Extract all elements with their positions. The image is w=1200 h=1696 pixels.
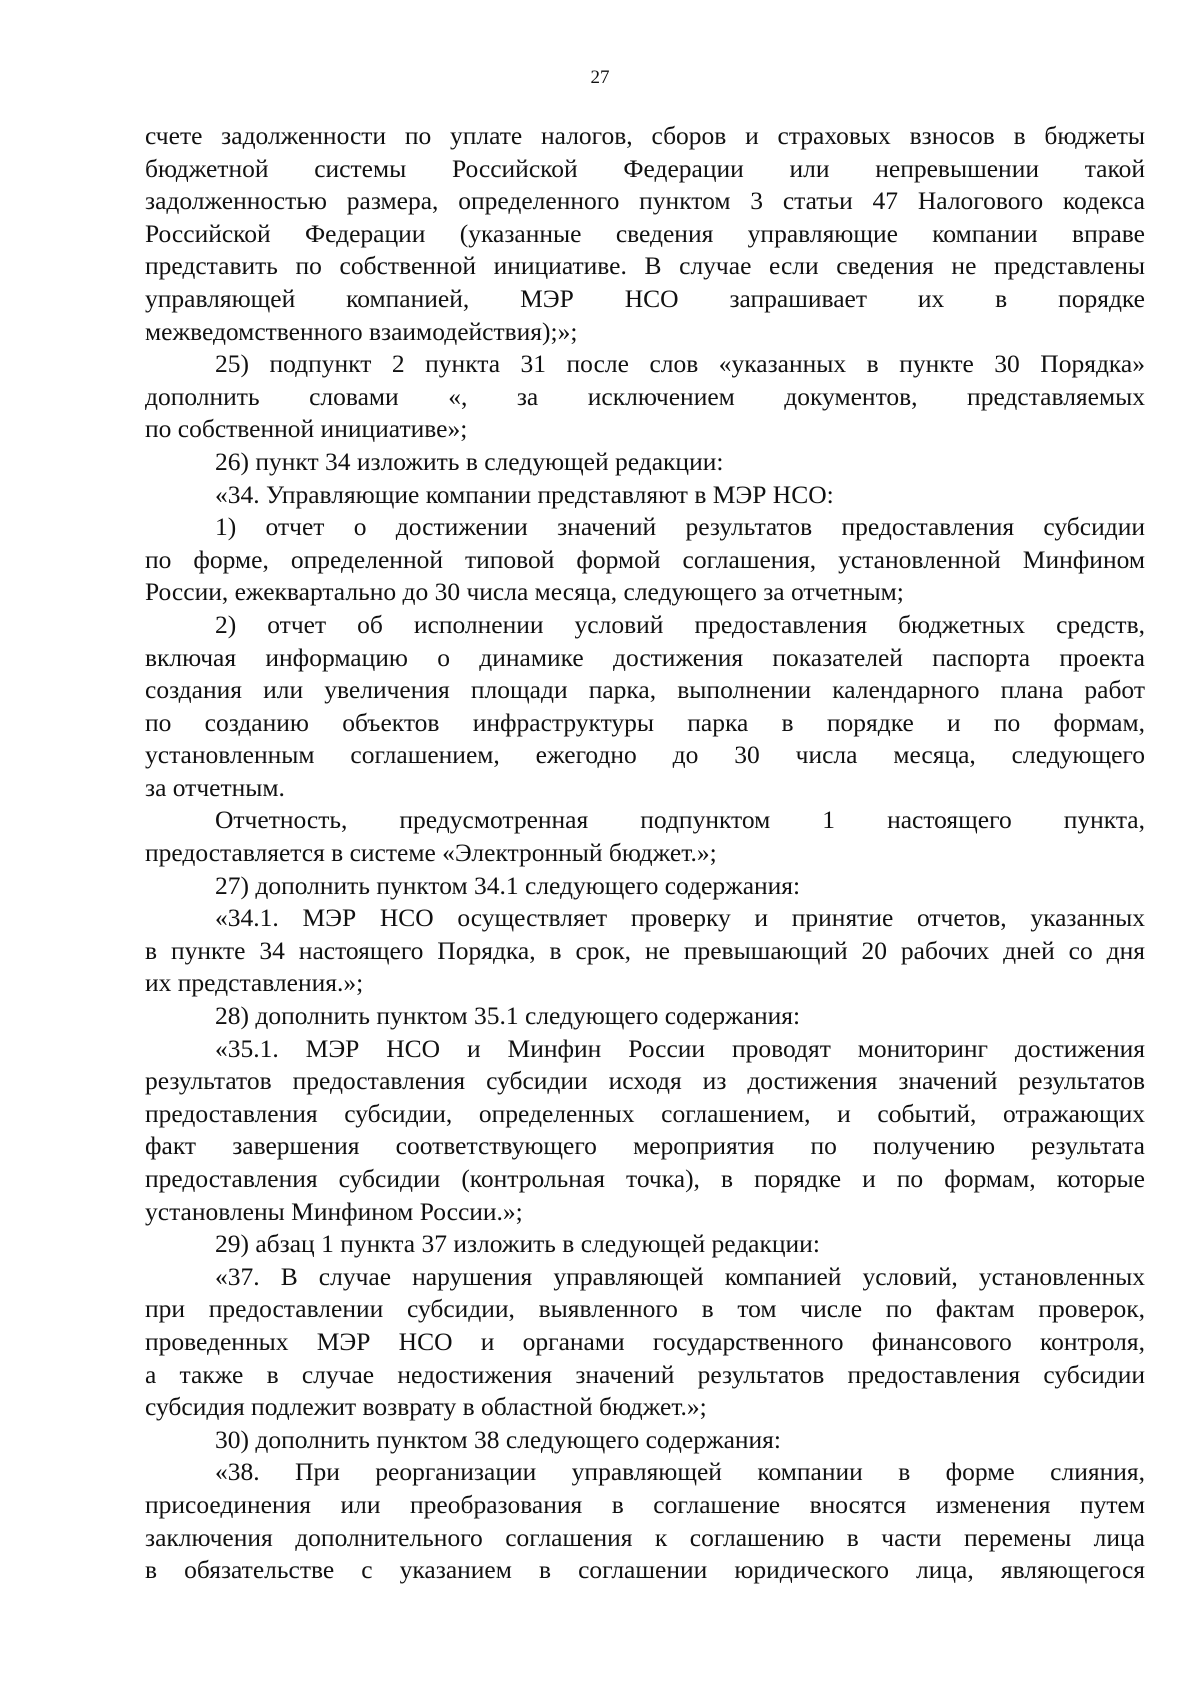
paragraph-9-line-3: их представления.»;	[145, 968, 364, 998]
paragraph-2-line-1: 25) подпункт 2 пункта 31 после слов «указанных в пункте 30 Порядка»	[215, 349, 1145, 379]
paragraph-6-line-1: 2) отчет об исполнении условий предоставления бюджетных средств,	[215, 609, 1145, 639]
paragraph-3-line-1: 26) пункт 34 изложить в следующей редакции:	[215, 446, 724, 476]
paragraph-15-line-4: в обязательстве с указанием в соглашении юридического лица, являющегося	[145, 1555, 1145, 1585]
paragraph-6-line-3: создания или увеличения площади парка, выполнении календарного плана работ	[145, 675, 1145, 705]
paragraph-14-line-1: 30) дополнить пунктом 38 следующего содержания:	[215, 1424, 781, 1454]
paragraph-13-line-4: а также в случае недостижения значений результатов предоставления субсидии	[145, 1359, 1145, 1389]
paragraph-11-line-4: факт завершения соответствующего мероприятия по получению результата	[145, 1131, 1145, 1161]
paragraph-15-line-3: заключения дополнительного соглашения к соглашению в части перемены лица	[145, 1522, 1145, 1552]
paragraph-1-line-2: бюджетной системы Российской Федерации или непревышении такой	[145, 153, 1145, 183]
paragraph-11-line-2: результатов предоставления субсидии исходя из достижения значений результатов	[145, 1066, 1145, 1096]
paragraph-6-line-5: установленным соглашением, ежегодно до 30 числа месяца, следующего	[145, 740, 1145, 770]
paragraph-1-line-4: Российской Федерации (указанные сведения управляющие компании вправе	[145, 218, 1145, 248]
paragraph-8-line-1: 27) дополнить пунктом 34.1 следующего содержания:	[215, 870, 801, 900]
paragraph-11-line-5: предоставления субсидии (контрольная точка), в порядке и по формам, которые	[145, 1164, 1145, 1193]
paragraph-2-line-3: по собственной инициативе»;	[145, 414, 468, 444]
paragraph-13-line-1: «37. В случае нарушения управляющей компанией условий, установленных	[215, 1261, 1145, 1291]
paragraph-9-line-1: «34.1. МЭР НСО осуществляет проверку и принятие отчетов, указанных	[215, 903, 1145, 933]
paragraph-7-line-1: Отчетность, предусмотренная подпунктом 1 настоящего пункта,	[215, 805, 1145, 835]
paragraph-11-line-1: «35.1. МЭР НСО и Минфин России проводят мониторинг достижения	[215, 1033, 1145, 1063]
paragraph-9-line-2: в пункте 34 настоящего Порядка, в срок, не превышающий 20 рабочих дней со дня	[145, 935, 1145, 965]
paragraph-5-line-2: по форме, определенной типовой формой соглашения, установленной Минфином	[145, 544, 1145, 574]
paragraph-11-line-6: установлены Минфином России.»;	[145, 1196, 523, 1226]
paragraph-6-line-4: по созданию объектов инфраструктуры парка в порядке и по формам,	[145, 707, 1145, 737]
paragraph-1-line-3: задолженностью размера, определенного пунктом 3 статьи 47 Налогового кодекса	[145, 186, 1145, 216]
paragraph-5-line-1: 1) отчет о достижении значений результатов предоставления субсидии	[215, 512, 1145, 542]
paragraph-15-line-2: присоединения или преобразования в соглашение вносятся изменения путем	[145, 1489, 1145, 1519]
paragraph-2-line-2: дополнить словами «, за исключением документов, представляемых	[145, 381, 1145, 411]
paragraph-13-line-3: проведенных МЭР НСО и органами государственного финансового контроля,	[145, 1326, 1145, 1356]
document-body	[145, 120, 1145, 1587]
paragraph-11-line-3: предоставления субсидии, определенных соглашением, и событий, отражающих	[145, 1098, 1145, 1128]
paragraph-6-line-6: за отчетным.	[145, 772, 285, 802]
paragraph-12-line-1: 29) абзац 1 пункта 37 изложить в следующей редакции:	[215, 1229, 820, 1259]
paragraph-4-line-1: «34. Управляющие компании представляют в МЭР НСО:	[215, 479, 834, 509]
paragraph-7-line-2: предоставляется в системе «Электронный бюджет.»;	[145, 838, 717, 868]
paragraph-1-line-1: счете задолженности по уплате налогов, сборов и страховых взносов в бюджеты	[145, 121, 1145, 150]
paragraph-13-line-2: при предоставлении субсидии, выявленного в том числе по фактам проверок,	[145, 1294, 1145, 1324]
paragraph-5-line-3: России, ежеквартально до 30 числа месяца, следующего за отчетным;	[145, 577, 904, 607]
paragraph-6-line-2: включая информацию о динамике достижения показателей паспорта проекта	[145, 642, 1145, 672]
paragraph-1-line-7: межведомственного взаимодействия);»;	[145, 316, 578, 346]
paragraph-1-line-6: управляющей компанией, МЭР НСО запрашивает их в порядке	[145, 283, 1145, 313]
paragraph-13-line-5: субсидия подлежит возврату в областной бюджет.»;	[145, 1392, 707, 1422]
paragraph-1-line-5: представить по собственной инициативе. В случае если сведения не представлены	[145, 251, 1145, 281]
paragraph-10-line-1: 28) дополнить пунктом 35.1 следующего содержания:	[215, 1001, 801, 1031]
paragraph-15-line-1: «38. При реорганизации управляющей компании в форме слияния,	[215, 1457, 1145, 1487]
page-number: 27	[590, 67, 610, 88]
